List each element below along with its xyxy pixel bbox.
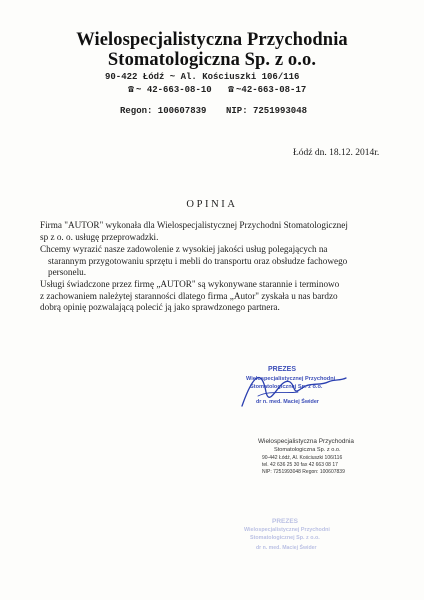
telephone-icon: ☎	[128, 85, 135, 96]
document-heading: OPINIA	[186, 199, 238, 210]
company-stamp-line4: tel. 42 636 25 30 fax 42 663 08 17	[262, 462, 338, 468]
stamp-line2: Stomatologicznej Sp. z o.o.	[250, 384, 323, 390]
paragraph-line: sp z o. o. usługę przeprowadzki.	[40, 231, 159, 242]
letterhead-address: 90-422 Łódź ~ Al. Kościuszki 106/116	[105, 72, 300, 82]
telephone-icon: ☎	[228, 85, 235, 96]
paragraph-1	[40, 220, 348, 243]
paragraph-line: starannym przygotowaniu sprzętu i mebli do transportu oraz obsłudze fachowego	[48, 255, 348, 266]
stamp-name: dr n. med. Maciej Świder	[256, 399, 319, 405]
letterhead-regon: Regon: 100607839	[120, 106, 207, 116]
letterhead-phone1: ☎ ~ 42-663-08-10	[128, 85, 212, 96]
company-stamp	[248, 438, 388, 488]
faded-stamp	[238, 518, 348, 558]
paragraph-line: Usługi świadczone przez firmę „AUTOR" są wykonywane starannie i terminowo	[40, 279, 340, 289]
handwritten-signature	[240, 366, 350, 418]
stamp-line1: Wielospecjalistycznej Przychodni	[246, 376, 336, 382]
stamp-title: PREZES	[268, 366, 297, 373]
faded-stamp-line2: Stomatologicznej Sp. z o.o.	[250, 535, 320, 541]
letterhead-line2: Stomatologiczna Sp. z o.o.	[107, 50, 317, 70]
faded-stamp-name: dr n. med. Maciej Świder	[256, 545, 317, 551]
paragraph-line: Chcemy wyrazić nasze zadowolenie z wysokiej jakości usług polegających na	[40, 244, 328, 254]
faded-stamp-line1: Wielospecjalistycznej Przychodni	[244, 527, 330, 533]
letterhead-phone2: ☎ ~42-663-08-17	[228, 85, 307, 96]
paragraph-line: z zachowaniem należytej staranności dlatego firma „Autor" zyskała u nas bardzo	[40, 290, 338, 301]
paragraph-line: personelu.	[48, 267, 87, 278]
paragraph-2	[40, 244, 347, 279]
company-stamp-line1: Wielospecjalistyczna Przychodnia	[258, 438, 354, 445]
signature-stamp	[240, 366, 350, 418]
company-stamp-line5: NIP: 7251993048 Regon: 100607839	[262, 469, 345, 475]
letterhead-line1: Wielospecjalistyczna Przychodnia	[76, 30, 348, 50]
paragraph-line: Firma "AUTOR" wykonała dla Wielospecjalistycznej Przychodni Stomatologicznej	[40, 220, 348, 230]
company-stamp-line2: Stomatologiczna Sp. z o.o.	[274, 447, 341, 453]
paragraph-line: dobrą opinię pozwalającą polecić ją jako sprawdzonego partnera.	[40, 302, 280, 313]
company-stamp-line3: 90-442 Łódź, Al. Kościuszki 106/116	[262, 455, 343, 461]
faded-stamp-title: PREZES	[272, 518, 299, 525]
paragraph-3	[40, 279, 339, 314]
letterhead-nip: NIP: 7251993048	[226, 106, 308, 116]
letter-date: Łódź dn. 18.12. 2014r.	[293, 148, 380, 158]
